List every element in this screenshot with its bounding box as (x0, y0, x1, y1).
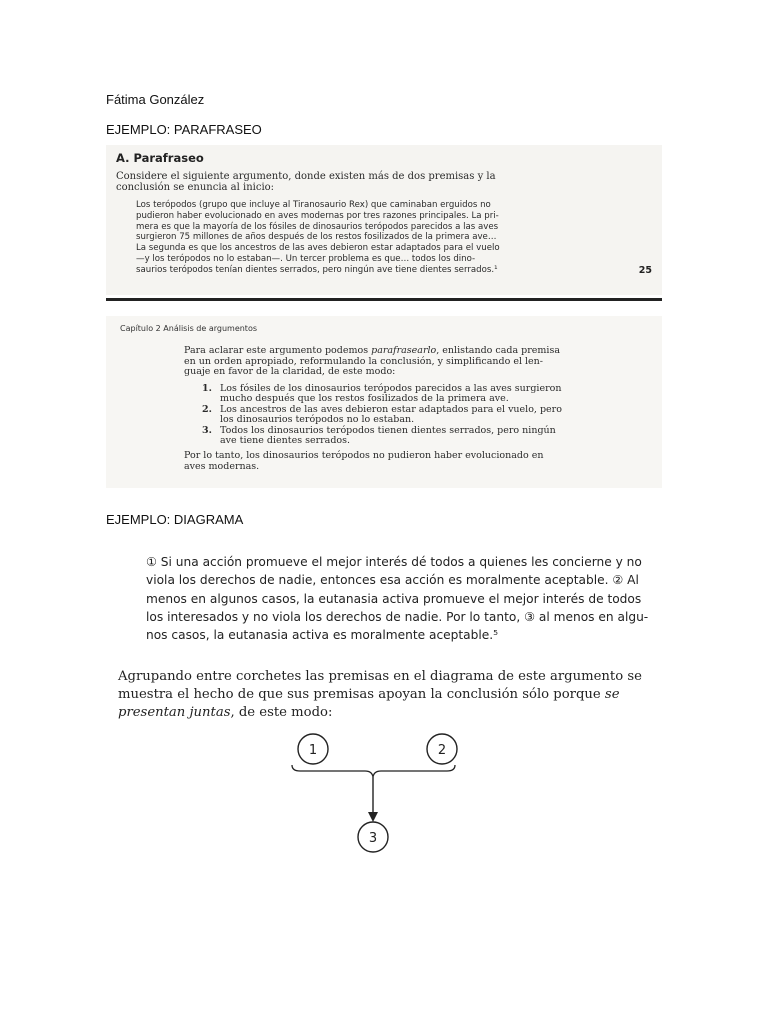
item-text: Todos los dinosaurios terópodos tienen dientes serrados, pero ningún ave tiene dientes serrados. (220, 425, 556, 446)
paraphrase-section-title: EJEMPLO: PARAFRASEO (106, 122, 262, 137)
grouping-after: , de este modo: (230, 705, 333, 720)
node-1 (298, 734, 328, 764)
instruction-text: Considere el siguiente argumento, donde existen más de dos premisas y la conclusión se enuncia al inicio: (116, 171, 496, 193)
grouping-before: Agrupando entre corchetes las premisas en el diagrama de este argumento se muestra el hecho de que sus premisas apoyan la conclusión sólo porque (118, 669, 642, 702)
dinosaur-passage: Los terópodos (grupo que incluye al Tiranosaurio Rex) que caminaban erguidos no pudieron haber evolucionado en aves modernas por tres razones principales. La pri- mera es que la mayoría de los fósiles de dinosaurios terópodos parecidos a las aves surgieron 75 millones de años después de los restos fosilizados de la primera ave… La segunda es que los ancestros de las aves debieron estar adaptados para el vuelo —y los terópodos no lo estaban—. Un tercer problema es que… todos los dino- saurios terópodos tenían dientes serrados, pero ningún ave tiene dientes serrados.¹ (136, 200, 500, 275)
arrowhead-icon (368, 812, 378, 822)
grouping-bracket (292, 765, 455, 777)
item-number: 2. (202, 404, 212, 415)
author-name: Fátima González (106, 92, 205, 107)
node-2 (427, 734, 457, 764)
node-3 (358, 822, 388, 852)
item-number: 1. (202, 383, 212, 394)
item-text: Los ancestros de las aves debieron estar adaptados para el vuelo, pero los dinosaurios terópodos no lo estaban. (220, 404, 562, 425)
conclusion-text: Por lo tanto, los dinosaurios terópodos no pudieron haber evolucionado en aves modernas. (184, 450, 544, 472)
node-3-label: 3 (368, 831, 378, 846)
intro-after: , enlistando cada premisa en un orden apropiado, reformulando la conclusión, y simplificando el len- guaje en favor de la claridad, de este modo: (184, 345, 560, 377)
euthanasia-passage: ① Si una acción promueve el mejor interés dé todos a quienes les concierne y no viola los derechos de nadie, entonces esa acción es moralmente aceptable. ② Al menos en algunos casos, la eutanasia activa promueve el mejor interés de todos los interesados y no viola los derechos de nadie. Por lo tanto, ③ al menos en algu- nos casos, la eutanasia activa es moralmente aceptable.⁵ (146, 555, 649, 643)
item-number: 3. (202, 425, 212, 436)
grouping-italic: se presentan juntas (118, 687, 620, 720)
intro-before: Para aclarar este argumento podemos (184, 345, 372, 356)
running-head: Capítulo 2 Análisis de argumentos (120, 324, 258, 333)
intro-italic: parafrasearlo (371, 345, 437, 356)
node-1-label: 1 (308, 743, 318, 758)
item-text: Los fósiles de los dinosaurios terópodos parecidos a las aves surgieron mucho después que los restos fosilizados de la primera ave. (220, 383, 562, 404)
diagram-section-title: EJEMPLO: DIAGRAMA (106, 512, 244, 527)
page-number: 25 (638, 265, 652, 276)
node-2-label: 2 (437, 743, 447, 758)
section-heading: A. Parafraseo (116, 151, 204, 165)
